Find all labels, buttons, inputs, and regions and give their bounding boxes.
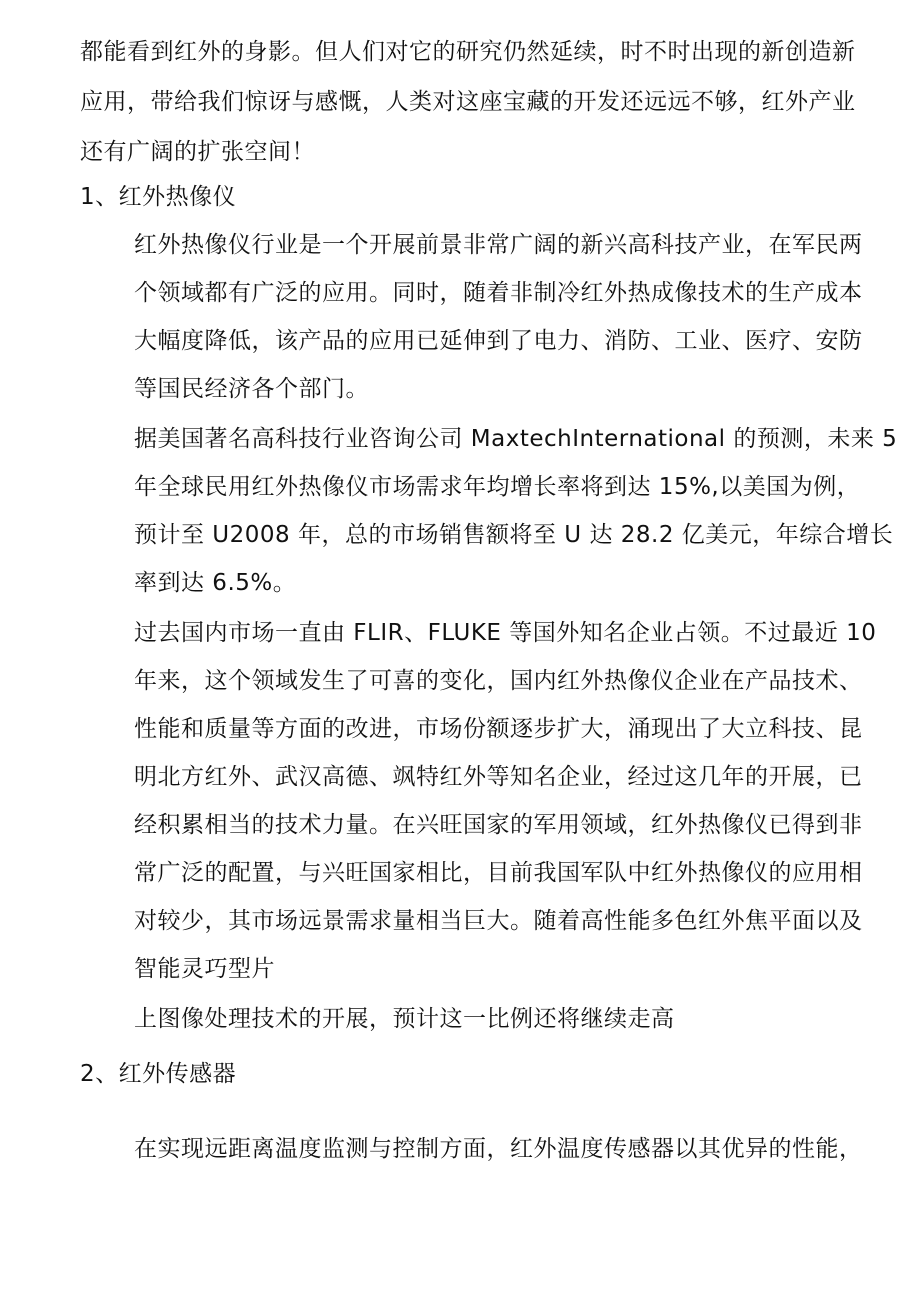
- paragraph-line: 在实现远距离温度监测与控制方面，红外温度传感器以其优异的性能，: [134, 1136, 863, 1162]
- paragraph-line: 年全球民用红外热像仪市场需求年均增长率将到达 15%,以美国为例，: [134, 474, 861, 500]
- paragraph-line: 常广泛的配置，与兴旺国家相比，目前我国军队中红外热像仪的应用相: [134, 860, 863, 886]
- paragraph-line: 明北方红外、武汉高德、飒特红外等知名企业，经过这几年的开展，已: [134, 764, 863, 790]
- paragraph-line: 率到达 6.5%。: [134, 570, 297, 596]
- paragraph-line: 过去国内市场一直由 FLIR、FLUKE 等国外知名企业占领。不过最近 10: [134, 620, 877, 646]
- paragraph-line: 智能灵巧型片: [134, 956, 275, 982]
- paragraph-line: 上图像处理技术的开展，预计这一比例还将继续走高: [134, 1006, 675, 1032]
- section-heading-thermal-imager: 1、红外热像仪: [80, 184, 237, 210]
- paragraph-line: 据美国著名高科技行业咨询公司 MaxtechInternational 的预测，未来 5: [134, 426, 898, 452]
- paragraph-line: 经积累相当的技术力量。在兴旺国家的军用领域，红外热像仪已得到非: [134, 812, 863, 838]
- intro-line: 都能看到红外的身影。但人们对它的研究仍然延续，时不时出现的新创造新: [80, 39, 856, 65]
- paragraph-line: 预计至 U2008 年，总的市场销售额将至 U 达 28.2 亿美元，年综合增长: [134, 522, 894, 548]
- paragraph-line: 等国民经济各个部门。: [134, 376, 369, 402]
- paragraph-line: 大幅度降低，该产品的应用已延伸到了电力、消防、工业、医疗、安防: [134, 328, 863, 354]
- paragraph-line: 性能和质量等方面的改进，市场份额逐步扩大，涌现出了大立科技、昆: [134, 716, 863, 742]
- paragraph-line: 对较少，其市场远景需求量相当巨大。随着高性能多色红外焦平面以及: [134, 908, 863, 934]
- paragraph-line: 年来，这个领域发生了可喜的变化，国内红外热像仪企业在产品技术、: [134, 668, 863, 694]
- paragraph-line: 红外热像仪行业是一个开展前景非常广阔的新兴高科技产业，在军民两: [134, 232, 863, 258]
- paragraph-line: 个领域都有广泛的应用。同时，随着非制冷红外热成像技术的生产成本: [134, 280, 863, 306]
- intro-line: 还有广阔的扩张空间！: [80, 139, 315, 165]
- section-heading-infrared-sensor: 2、红外传感器: [80, 1061, 237, 1087]
- intro-line: 应用，带给我们惊讶与感慨，人类对这座宝藏的开发还远远不够，红外产业: [80, 89, 856, 115]
